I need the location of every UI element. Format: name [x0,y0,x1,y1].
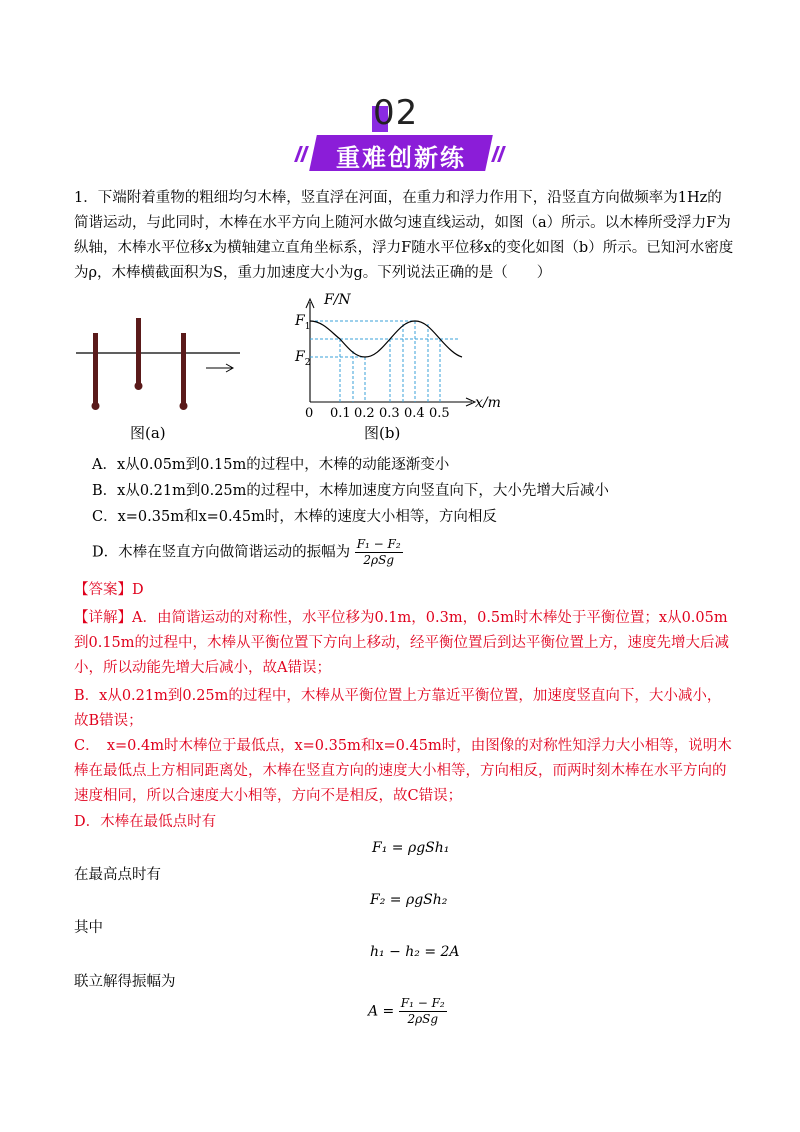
f1-label: $F_1$ [295,313,311,332]
rod-2 [136,318,141,386]
text-where: 其中 [74,920,103,936]
figure-a [76,318,240,442]
section-number: 02 [373,93,419,133]
question-text: 1．下端附着重物的粗细均匀木棒，竖直浮在河面，在重力和浮力作用下，沿竖直方向做频率为1Hz的简谐运动，与此同时，木棒在水平方向上随河水做匀速直线运动，如图（a）所示。以木棒所受浮力F为纵轴，木棒水平位移x为横轴建立直角坐标系，浮力F随水平位移x的变化如图（b）所示。已知河水密度为ρ，木棒横截面积为S，重力加速度大小为g。下列说法正确的是（ ） [74,190,734,281]
x-tick-labels [305,406,450,421]
fraction-numerator: F₁ − F₂ [400,996,445,1010]
x-tick: 0 [305,406,314,421]
rod-weight [135,382,143,390]
x-tick: 0.4 [404,406,425,421]
equation-4-fraction [399,996,447,1027]
equation-2: F₂ = ρgSh₂ [370,892,448,908]
figure-a-caption: 图(a) [130,424,166,442]
option-d-fraction [355,537,403,568]
x-axis-label: x/m [475,395,501,411]
option-d-text: D．木棒在竖直方向做简谐运动的振幅为 [92,544,351,561]
section-header [0,88,800,178]
detail-label: 【详解】 [74,610,132,626]
detail-a [74,606,734,681]
rod-weight [180,402,188,410]
fraction-denominator: 2ρSg [363,553,395,567]
figure-b-caption: 图(b) [364,424,401,442]
detail-a-text: A．由简谐运动的对称性，水平位移为0.1m，0.3m，0.5m时木棒处于平衡位置；x从0.05m到0.15m的过程中，木棒从平衡位置下方向上移动，经平衡位置后到达平衡位置上方，速度先增大后减小，所以动能先增大后减小，故A错误； [74,610,730,676]
figure-b [294,292,501,442]
equation-3: h₁ − h₂ = 2A [370,944,460,960]
option-c: C．x=0.35m和x=0.45m时，木棒的速度大小相等，方向相反 [92,509,497,525]
y-axis-label: F/N [324,292,351,308]
figure-svg [70,290,501,450]
answer-label: 【答案】D [74,582,144,598]
detail-b: B．x从0.21m到0.25m的过程中，木棒从平衡位置上方靠近平衡位置，加速度竖直向下，大小减小，故B错误； [74,688,722,729]
x-tick: 0.5 [429,406,450,421]
fraction-denominator: 2ρSg [407,1012,439,1026]
option-d [92,537,403,568]
rod-1 [93,333,98,405]
x-tick: 0.1 [330,406,351,421]
option-b: B．x从0.21m到0.25m的过程中，木棒加速度方向竖直向下，大小先增大后减小 [92,483,609,499]
equation-1: F₁ = ρgSh₁ [372,840,450,856]
rod-3 [181,333,186,405]
text-solve: 联立解得振幅为 [74,974,176,990]
x-tick: 0.2 [354,406,375,421]
option-a: A．x从0.05m到0.15m的过程中，木棒的动能逐渐变小 [92,457,450,473]
equation-4-lhs: A = [368,1003,395,1020]
detail-d: D．木棒在最低点时有 [74,814,217,830]
fraction-numerator: F₁ − F₂ [356,537,401,551]
rod-weight [92,402,100,410]
section-title: 重难创新练 [336,144,466,172]
f2-label: $F_2$ [295,349,311,368]
figures [70,290,501,450]
x-tick: 0.3 [379,406,400,421]
equation-4 [368,996,447,1027]
text-highest-point: 在最高点时有 [74,867,161,883]
detail-c: C． x=0.4m时木棒位于最低点，x=0.35m和x=0.45m时，由图像的对称性知浮力大小相等，说明木棒在最低点上方相同距离处，木棒在竖直方向的速度大小相等，方向相反，而两时刻木棒在水平方向的速度相同，所以合速度大小相等，方向不是相反，故C错误； [74,738,732,804]
